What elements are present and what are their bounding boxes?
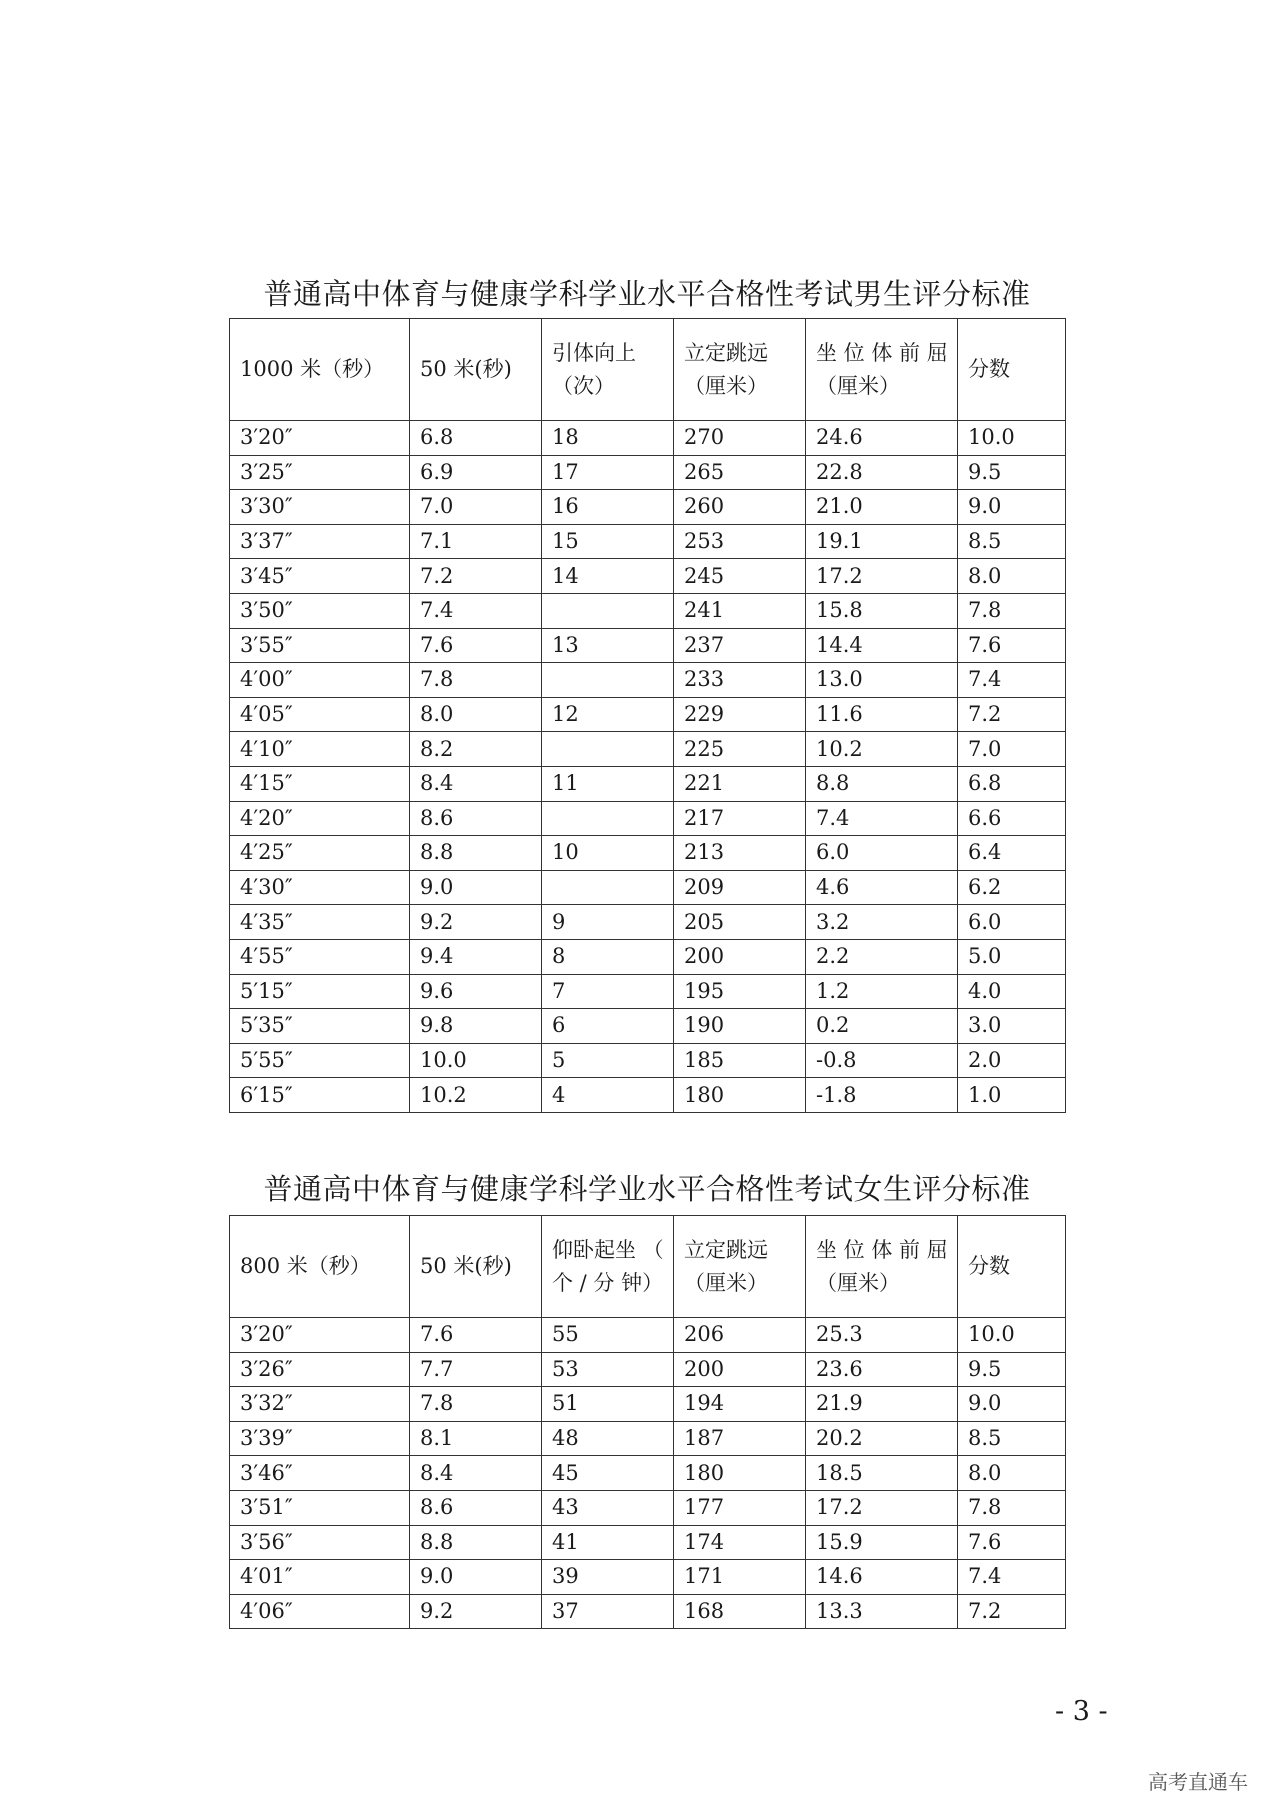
table-cell: 21.0 bbox=[806, 490, 958, 525]
table-cell: 10.0 bbox=[958, 421, 1066, 456]
table-cell: 265 bbox=[674, 455, 806, 490]
table-cell: 185 bbox=[674, 1043, 806, 1078]
table-cell: 4′25″ bbox=[230, 836, 410, 871]
table-row bbox=[230, 559, 1066, 594]
table-cell bbox=[542, 593, 674, 628]
table-cell: 253 bbox=[674, 524, 806, 559]
table-cell: 4′15″ bbox=[230, 766, 410, 801]
table-cell: 18 bbox=[542, 421, 674, 456]
table-cell: 14 bbox=[542, 559, 674, 594]
table-cell: 11 bbox=[542, 766, 674, 801]
table-cell: 4′30″ bbox=[230, 870, 410, 905]
table-cell: 13 bbox=[542, 628, 674, 663]
table-cell: 23.6 bbox=[806, 1352, 958, 1387]
table-cell: 15.8 bbox=[806, 593, 958, 628]
table-cell: 9.5 bbox=[958, 455, 1066, 490]
table-cell: 233 bbox=[674, 663, 806, 698]
table-cell: 6.0 bbox=[806, 836, 958, 871]
table-cell: 3′56″ bbox=[230, 1525, 410, 1560]
table-cell: 7.4 bbox=[806, 801, 958, 836]
table-cell: 3′20″ bbox=[230, 421, 410, 456]
table-cell: 1.0 bbox=[958, 1078, 1066, 1113]
table-cell: 7.4 bbox=[410, 593, 542, 628]
table-cell: 7.8 bbox=[958, 593, 1066, 628]
table-cell: 17 bbox=[542, 455, 674, 490]
table-cell: 9.0 bbox=[958, 1387, 1066, 1422]
table-cell: 10 bbox=[542, 836, 674, 871]
table-cell: 177 bbox=[674, 1490, 806, 1525]
table-cell: 7.6 bbox=[410, 1318, 542, 1353]
table-cell: 217 bbox=[674, 801, 806, 836]
table-cell: 4′01″ bbox=[230, 1560, 410, 1595]
table-cell: 55 bbox=[542, 1318, 674, 1353]
table-cell: 14.4 bbox=[806, 628, 958, 663]
table-cell: 2.2 bbox=[806, 939, 958, 974]
table-cell: 10.0 bbox=[410, 1043, 542, 1078]
table-cell: 205 bbox=[674, 905, 806, 940]
table-cell: 180 bbox=[674, 1078, 806, 1113]
table-cell: 213 bbox=[674, 836, 806, 871]
table-cell: 221 bbox=[674, 766, 806, 801]
table-cell: 22.8 bbox=[806, 455, 958, 490]
female-table-body bbox=[230, 1318, 1066, 1629]
table-cell: 7.7 bbox=[410, 1352, 542, 1387]
table-cell: 3′37″ bbox=[230, 524, 410, 559]
table-row bbox=[230, 801, 1066, 836]
table-cell: 13.3 bbox=[806, 1594, 958, 1629]
table-row bbox=[230, 1352, 1066, 1387]
table-cell: 7.6 bbox=[410, 628, 542, 663]
table-cell: 7 bbox=[542, 974, 674, 1009]
table-row bbox=[230, 1594, 1066, 1629]
table-cell: 3′25″ bbox=[230, 455, 410, 490]
table-cell: 18.5 bbox=[806, 1456, 958, 1491]
table-cell bbox=[542, 801, 674, 836]
male-score-table bbox=[229, 318, 1066, 1113]
table-cell: 24.6 bbox=[806, 421, 958, 456]
table-cell: 8 bbox=[542, 939, 674, 974]
table-cell: 0.2 bbox=[806, 1009, 958, 1044]
header-800m: 800 米（秒） bbox=[230, 1216, 410, 1318]
table-cell: 7.4 bbox=[958, 663, 1066, 698]
male-header-row bbox=[230, 319, 1066, 421]
table-cell: 7.8 bbox=[410, 1387, 542, 1422]
table-row bbox=[230, 1525, 1066, 1560]
table-cell: 1.2 bbox=[806, 974, 958, 1009]
table-cell: 7.4 bbox=[958, 1560, 1066, 1595]
table-cell: 6′15″ bbox=[230, 1078, 410, 1113]
table-cell: 6.0 bbox=[958, 905, 1066, 940]
table-cell: 9.0 bbox=[410, 870, 542, 905]
header-standing-long-jump: 立定跳远（厘米） bbox=[674, 1216, 806, 1318]
table-cell: 190 bbox=[674, 1009, 806, 1044]
table-cell: -1.8 bbox=[806, 1078, 958, 1113]
table-cell: 8.6 bbox=[410, 1490, 542, 1525]
table-cell: 8.6 bbox=[410, 801, 542, 836]
table-cell: 7.1 bbox=[410, 524, 542, 559]
table-cell: 53 bbox=[542, 1352, 674, 1387]
table-cell: 180 bbox=[674, 1456, 806, 1491]
table-cell: 9.2 bbox=[410, 905, 542, 940]
table-cell: 4′10″ bbox=[230, 732, 410, 767]
table-cell: 225 bbox=[674, 732, 806, 767]
table-cell: 229 bbox=[674, 697, 806, 732]
header-score: 分数 bbox=[958, 319, 1066, 421]
table-cell: 3′26″ bbox=[230, 1352, 410, 1387]
table-row bbox=[230, 870, 1066, 905]
table-cell: 9.5 bbox=[958, 1352, 1066, 1387]
table-row bbox=[230, 974, 1066, 1009]
table-cell: 200 bbox=[674, 939, 806, 974]
table-cell: 12 bbox=[542, 697, 674, 732]
table-cell: 45 bbox=[542, 1456, 674, 1491]
header-score: 分数 bbox=[958, 1216, 1066, 1318]
table-row bbox=[230, 1560, 1066, 1595]
table-cell: 4 bbox=[542, 1078, 674, 1113]
table-cell: 7.2 bbox=[958, 697, 1066, 732]
table-row bbox=[230, 836, 1066, 871]
table-cell: 5′35″ bbox=[230, 1009, 410, 1044]
table-cell: 8.8 bbox=[410, 1525, 542, 1560]
table-cell: 5.0 bbox=[958, 939, 1066, 974]
table-cell: 195 bbox=[674, 974, 806, 1009]
table-cell: 4′05″ bbox=[230, 697, 410, 732]
table-cell: 4′00″ bbox=[230, 663, 410, 698]
table-cell: 9.6 bbox=[410, 974, 542, 1009]
table-cell: 3.2 bbox=[806, 905, 958, 940]
header-sit-and-reach: 坐 位 体 前 屈 （厘米） bbox=[806, 319, 958, 421]
table-cell: 8.1 bbox=[410, 1421, 542, 1456]
table-cell: 8.8 bbox=[410, 836, 542, 871]
watermark: 高考直通车 bbox=[1148, 1770, 1248, 1794]
table-cell: 48 bbox=[542, 1421, 674, 1456]
table-cell: 270 bbox=[674, 421, 806, 456]
table-cell bbox=[542, 732, 674, 767]
table-cell: 245 bbox=[674, 559, 806, 594]
table-row bbox=[230, 766, 1066, 801]
female-table-title: 普通高中体育与健康学科学业水平合格性考试女生评分标准 bbox=[263, 1172, 1031, 1206]
table-cell: 241 bbox=[674, 593, 806, 628]
table-cell: 3′46″ bbox=[230, 1456, 410, 1491]
table-cell: 9.0 bbox=[958, 490, 1066, 525]
table-cell: 9.8 bbox=[410, 1009, 542, 1044]
header-50m: 50 米(秒) bbox=[410, 319, 542, 421]
table-cell: 7.0 bbox=[410, 490, 542, 525]
table-cell: 19.1 bbox=[806, 524, 958, 559]
table-cell bbox=[542, 870, 674, 905]
table-cell: 8.4 bbox=[410, 766, 542, 801]
table-cell: -0.8 bbox=[806, 1043, 958, 1078]
header-pull-ups: 引体向上（次） bbox=[542, 319, 674, 421]
table-cell: 6.6 bbox=[958, 801, 1066, 836]
table-cell: 7.6 bbox=[958, 1525, 1066, 1560]
table-row bbox=[230, 628, 1066, 663]
table-row bbox=[230, 1421, 1066, 1456]
table-cell: 25.3 bbox=[806, 1318, 958, 1353]
table-cell: 3′32″ bbox=[230, 1387, 410, 1422]
table-cell: 209 bbox=[674, 870, 806, 905]
table-cell: 200 bbox=[674, 1352, 806, 1387]
table-row bbox=[230, 663, 1066, 698]
table-row bbox=[230, 455, 1066, 490]
page-number: - 3 - bbox=[1055, 1696, 1108, 1727]
header-sit-ups: 仰卧起坐 （ 个 / 分 钟） bbox=[542, 1216, 674, 1318]
table-cell: 8.4 bbox=[410, 1456, 542, 1491]
table-cell: 3′51″ bbox=[230, 1490, 410, 1525]
table-cell: 20.2 bbox=[806, 1421, 958, 1456]
table-cell: 8.8 bbox=[806, 766, 958, 801]
table-cell: 17.2 bbox=[806, 559, 958, 594]
table-cell: 7.8 bbox=[958, 1490, 1066, 1525]
table-cell: 171 bbox=[674, 1560, 806, 1595]
table-cell: 9 bbox=[542, 905, 674, 940]
table-cell: 15 bbox=[542, 524, 674, 559]
table-cell: 168 bbox=[674, 1594, 806, 1629]
table-cell: 6 bbox=[542, 1009, 674, 1044]
table-row bbox=[230, 421, 1066, 456]
table-cell: 4′06″ bbox=[230, 1594, 410, 1629]
table-cell: 194 bbox=[674, 1387, 806, 1422]
table-cell: 17.2 bbox=[806, 1490, 958, 1525]
table-cell: 10.2 bbox=[410, 1078, 542, 1113]
table-cell: 237 bbox=[674, 628, 806, 663]
table-cell: 206 bbox=[674, 1318, 806, 1353]
table-cell: 7.8 bbox=[410, 663, 542, 698]
table-cell: 6.2 bbox=[958, 870, 1066, 905]
female-header-row bbox=[230, 1216, 1066, 1318]
table-cell: 6.8 bbox=[958, 766, 1066, 801]
table-cell: 39 bbox=[542, 1560, 674, 1595]
table-cell: 41 bbox=[542, 1525, 674, 1560]
table-cell: 14.6 bbox=[806, 1560, 958, 1595]
table-cell: 2.0 bbox=[958, 1043, 1066, 1078]
table-cell: 16 bbox=[542, 490, 674, 525]
table-cell: 21.9 bbox=[806, 1387, 958, 1422]
table-cell: 260 bbox=[674, 490, 806, 525]
table-cell: 5′55″ bbox=[230, 1043, 410, 1078]
table-cell: 6.8 bbox=[410, 421, 542, 456]
table-cell: 10.0 bbox=[958, 1318, 1066, 1353]
table-cell: 5′15″ bbox=[230, 974, 410, 1009]
table-cell: 3′39″ bbox=[230, 1421, 410, 1456]
table-row bbox=[230, 490, 1066, 525]
table-cell: 7.0 bbox=[958, 732, 1066, 767]
table-cell: 6.9 bbox=[410, 455, 542, 490]
table-row bbox=[230, 1078, 1066, 1113]
table-cell: 5 bbox=[542, 1043, 674, 1078]
table-cell: 9.0 bbox=[410, 1560, 542, 1595]
female-score-table bbox=[229, 1215, 1066, 1629]
table-row bbox=[230, 905, 1066, 940]
table-cell: 3′20″ bbox=[230, 1318, 410, 1353]
table-cell: 7.2 bbox=[410, 559, 542, 594]
table-cell: 8.0 bbox=[410, 697, 542, 732]
table-row bbox=[230, 1387, 1066, 1422]
table-cell: 8.5 bbox=[958, 524, 1066, 559]
table-cell: 7.2 bbox=[958, 1594, 1066, 1629]
table-cell: 4′35″ bbox=[230, 905, 410, 940]
table-cell: 4′20″ bbox=[230, 801, 410, 836]
table-row bbox=[230, 1490, 1066, 1525]
table-cell: 8.2 bbox=[410, 732, 542, 767]
table-cell: 3.0 bbox=[958, 1009, 1066, 1044]
table-cell: 10.2 bbox=[806, 732, 958, 767]
table-cell: 4.0 bbox=[958, 974, 1066, 1009]
male-table-body bbox=[230, 421, 1066, 1113]
table-row bbox=[230, 1318, 1066, 1353]
table-row bbox=[230, 1456, 1066, 1491]
header-1000m: 1000 米（秒） bbox=[230, 319, 410, 421]
table-row bbox=[230, 939, 1066, 974]
table-row bbox=[230, 732, 1066, 767]
table-cell: 6.4 bbox=[958, 836, 1066, 871]
table-row bbox=[230, 1009, 1066, 1044]
table-cell: 3′45″ bbox=[230, 559, 410, 594]
header-sit-and-reach: 坐 位 体 前 屈 （厘米） bbox=[806, 1216, 958, 1318]
table-row bbox=[230, 593, 1066, 628]
table-cell: 8.0 bbox=[958, 559, 1066, 594]
table-cell: 51 bbox=[542, 1387, 674, 1422]
table-cell: 7.6 bbox=[958, 628, 1066, 663]
table-cell: 8.0 bbox=[958, 1456, 1066, 1491]
male-table-title: 普通高中体育与健康学科学业水平合格性考试男生评分标准 bbox=[263, 277, 1031, 311]
table-cell: 37 bbox=[542, 1594, 674, 1629]
table-cell: 43 bbox=[542, 1490, 674, 1525]
table-cell: 11.6 bbox=[806, 697, 958, 732]
table-cell: 9.2 bbox=[410, 1594, 542, 1629]
header-standing-long-jump: 立定跳远（厘米） bbox=[674, 319, 806, 421]
table-cell: 174 bbox=[674, 1525, 806, 1560]
table-cell: 8.5 bbox=[958, 1421, 1066, 1456]
header-50m: 50 米(秒) bbox=[410, 1216, 542, 1318]
table-cell: 4.6 bbox=[806, 870, 958, 905]
table-cell bbox=[542, 663, 674, 698]
table-cell: 3′50″ bbox=[230, 593, 410, 628]
table-cell: 13.0 bbox=[806, 663, 958, 698]
table-row bbox=[230, 697, 1066, 732]
table-cell: 9.4 bbox=[410, 939, 542, 974]
table-cell: 3′55″ bbox=[230, 628, 410, 663]
table-cell: 4′55″ bbox=[230, 939, 410, 974]
table-cell: 3′30″ bbox=[230, 490, 410, 525]
table-row bbox=[230, 524, 1066, 559]
table-cell: 187 bbox=[674, 1421, 806, 1456]
table-cell: 15.9 bbox=[806, 1525, 958, 1560]
table-row bbox=[230, 1043, 1066, 1078]
